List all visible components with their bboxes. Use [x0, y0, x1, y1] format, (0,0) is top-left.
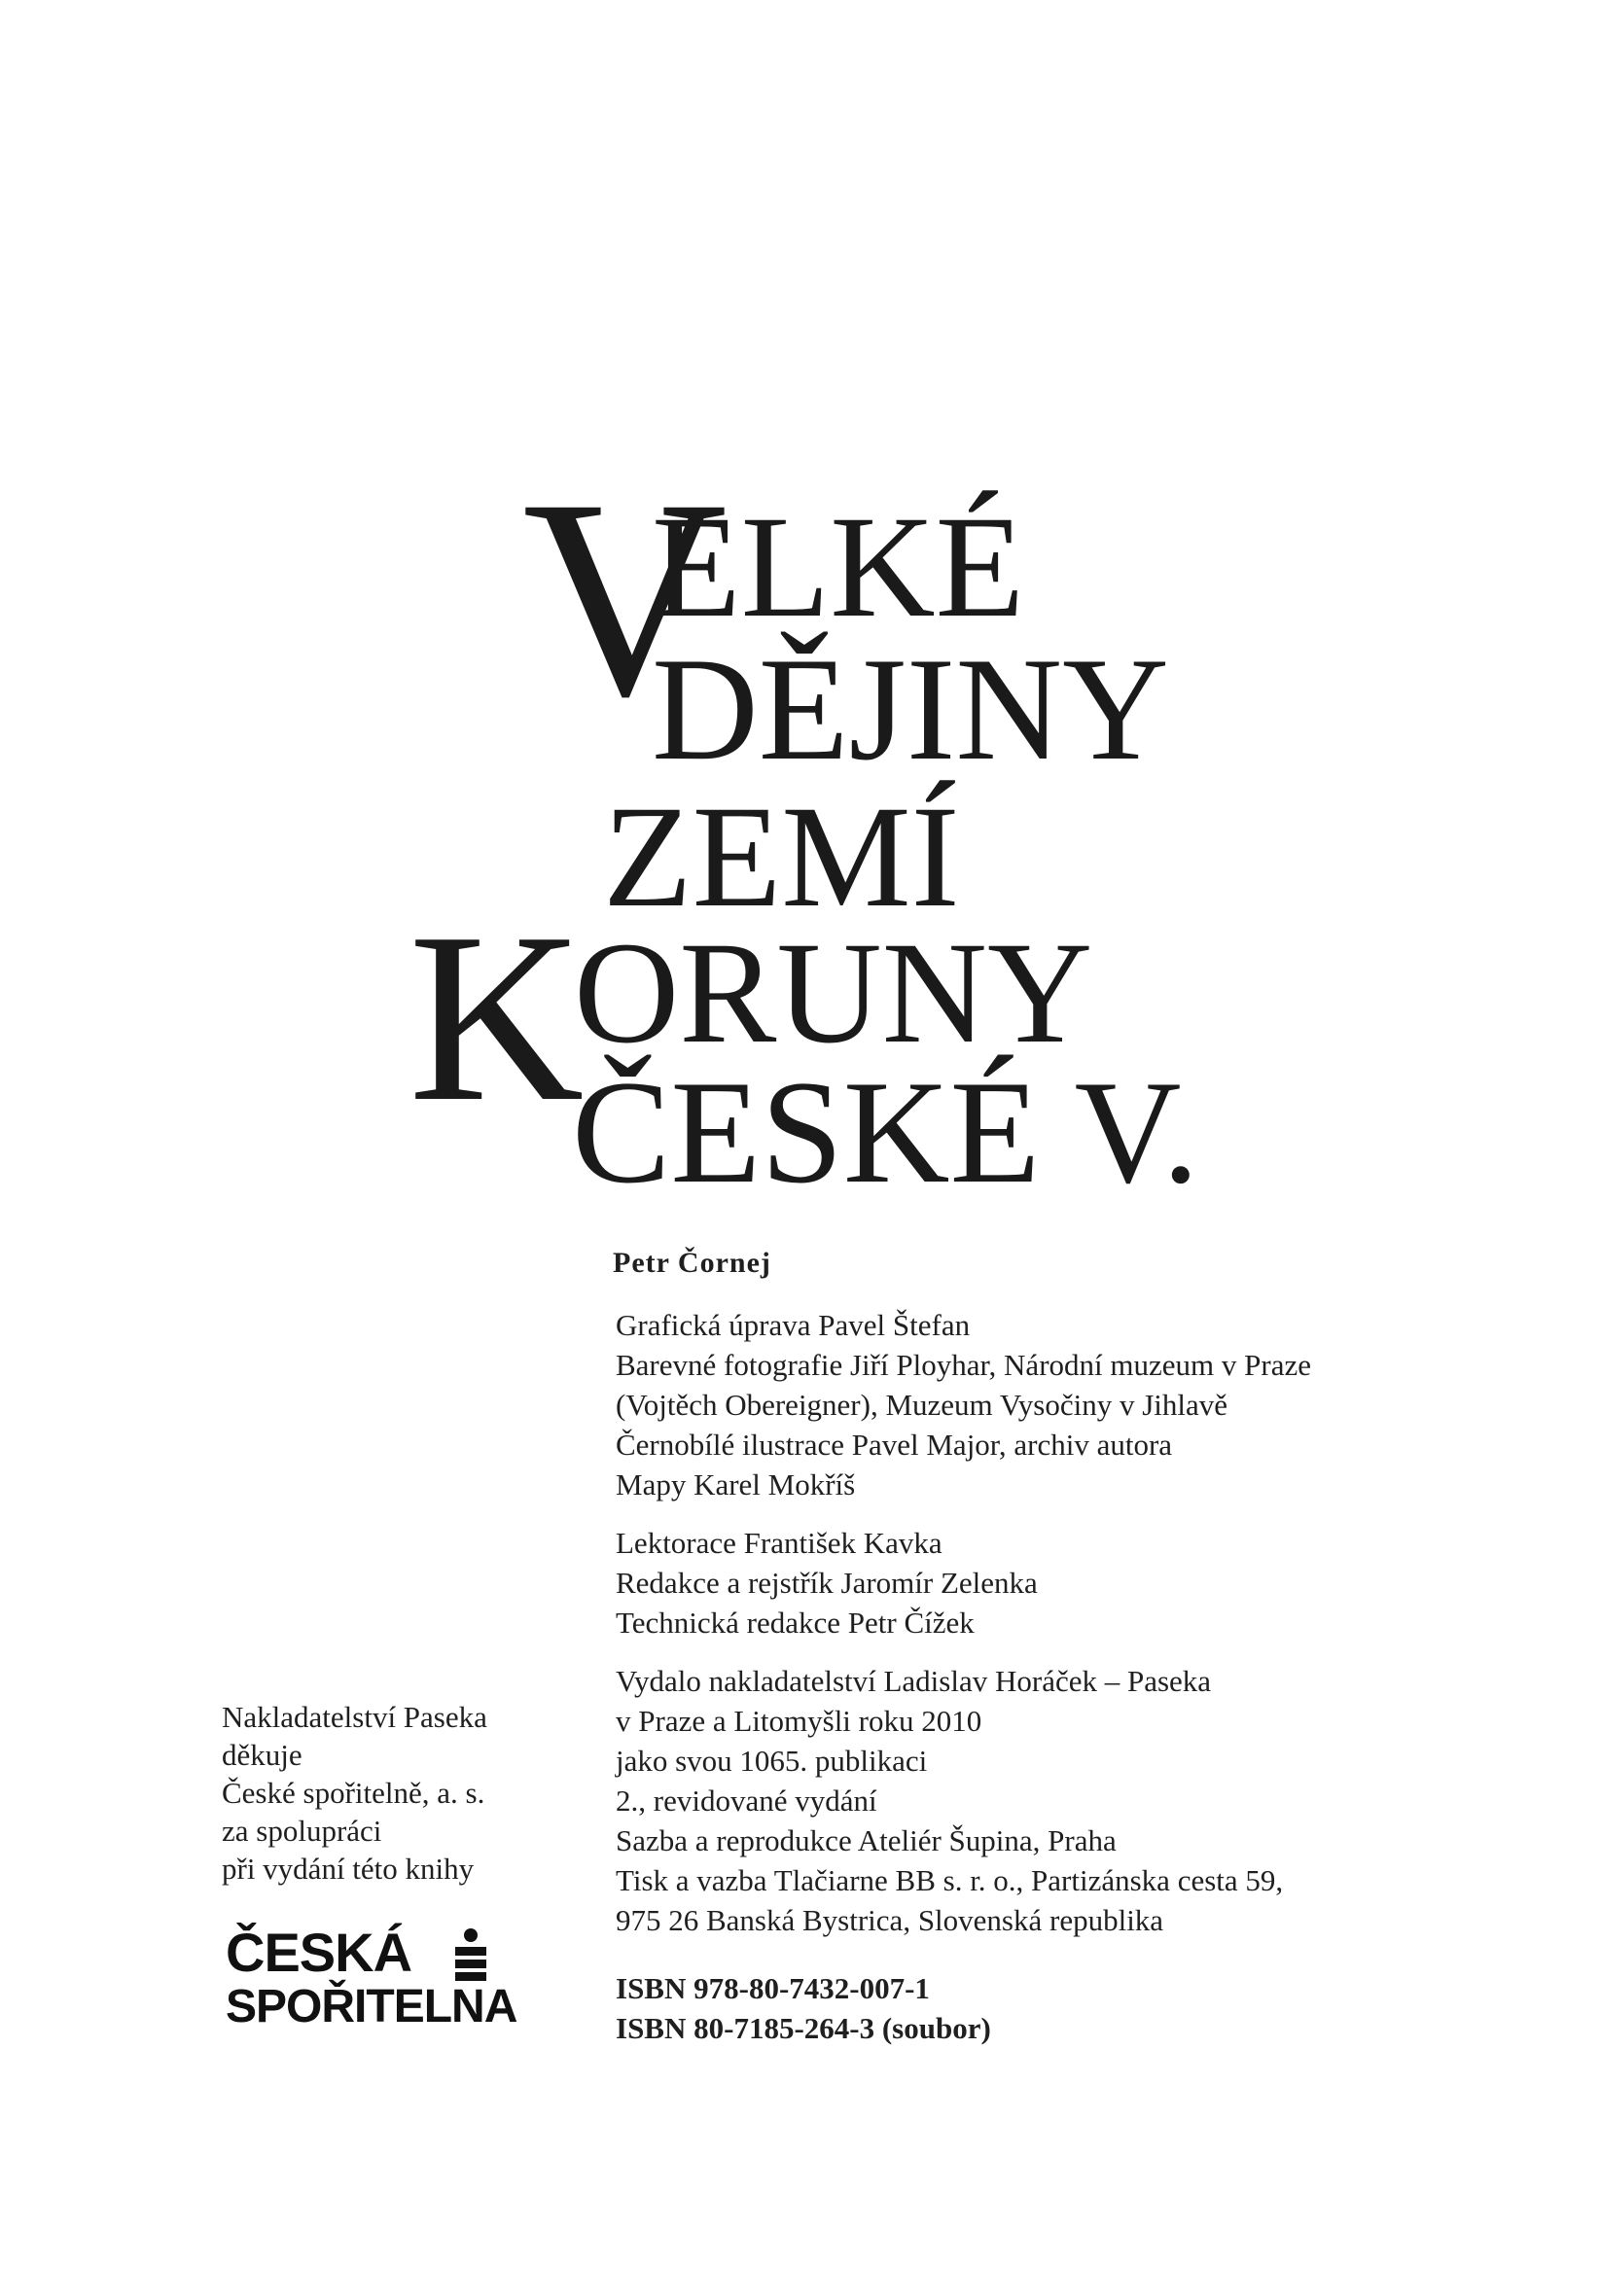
- title-line-5: ČESKÉ V.: [572, 1050, 1199, 1214]
- isbn-block: [616, 1968, 991, 2048]
- acknowledgement-line: při vydání této knihy: [222, 1852, 475, 1886]
- ceska-sporitelna-logo: [226, 1922, 537, 2042]
- acknowledgement-line: Nakladatelství Paseka: [222, 1700, 487, 1734]
- credits-block-publishing: [616, 1661, 1491, 1940]
- ceska-sporitelna-s-symbol-icon: [453, 1927, 488, 1982]
- credits-block-editing: [616, 1523, 1491, 1643]
- isbn-line: ISBN 80-7185-264-3 (soubor): [616, 2011, 991, 2045]
- acknowledgement-line: České spořitelně, a. s.: [222, 1776, 485, 1810]
- credits-block-design: [616, 1305, 1491, 1504]
- credit-line: 975 26 Banská Bystrica, Slovenská republika: [616, 1903, 1164, 1937]
- credit-line: Černobílé ilustrace Pavel Major, archiv autora: [616, 1428, 1173, 1462]
- title-initial-k: K: [409, 883, 585, 1152]
- credit-line: Sazba a reprodukce Ateliér Šupina, Praha: [616, 1823, 1117, 1857]
- credit-line: Lektorace František Kavka: [616, 1526, 942, 1560]
- credit-line: Grafická úprava Pavel Štefan: [616, 1308, 971, 1342]
- title-line-4: ORUNY: [574, 912, 1093, 1074]
- credit-line: Vydalo nakladatelství Ladislav Horáček – Paseka: [616, 1664, 1212, 1698]
- title-line-3: ZEMÍ: [603, 776, 960, 937]
- credit-line: v Praze a Litomyšli roku 2010: [616, 1704, 982, 1738]
- sponsor-acknowledgement: [222, 1698, 552, 1888]
- credit-line: Technická redakce Petr Čížek: [616, 1606, 975, 1640]
- credit-line: jako svou 1065. publikaci: [616, 1744, 928, 1778]
- acknowledgement-line: za spolupráci: [222, 1814, 382, 1848]
- credit-line: Barevné fotografie Jiří Ployhar, Národní muzeum v Praze: [616, 1348, 1311, 1382]
- title-line-1: ELKÉ: [652, 486, 1025, 648]
- credit-line: (Vojtěch Obereigner), Muzeum Vysočiny v Jihlavě: [616, 1388, 1228, 1422]
- credit-line: 2., revidované vydání: [616, 1784, 877, 1818]
- credit-line: Mapy Karel Mokříš: [616, 1467, 856, 1501]
- logo-text-line-1: ČESKÁ: [226, 1922, 412, 1983]
- credit-line: Redakce a rejstřík Jaromír Zelenka: [616, 1566, 1038, 1600]
- author-name: Petr Čornej: [613, 1247, 771, 1279]
- isbn-line: ISBN 978-80-7432-007-1: [616, 1971, 930, 2005]
- logo-text-line-2: SPOŘITELNA: [226, 1981, 517, 2032]
- credit-line: Tisk a vazba Tlačiarne BB s. r. o., Partizánska cesta 59,: [616, 1863, 1284, 1897]
- title-line-2: DĚJINY: [652, 627, 1169, 791]
- acknowledgement-line: děkuje: [222, 1738, 302, 1772]
- title-initial-v: V: [522, 442, 728, 756]
